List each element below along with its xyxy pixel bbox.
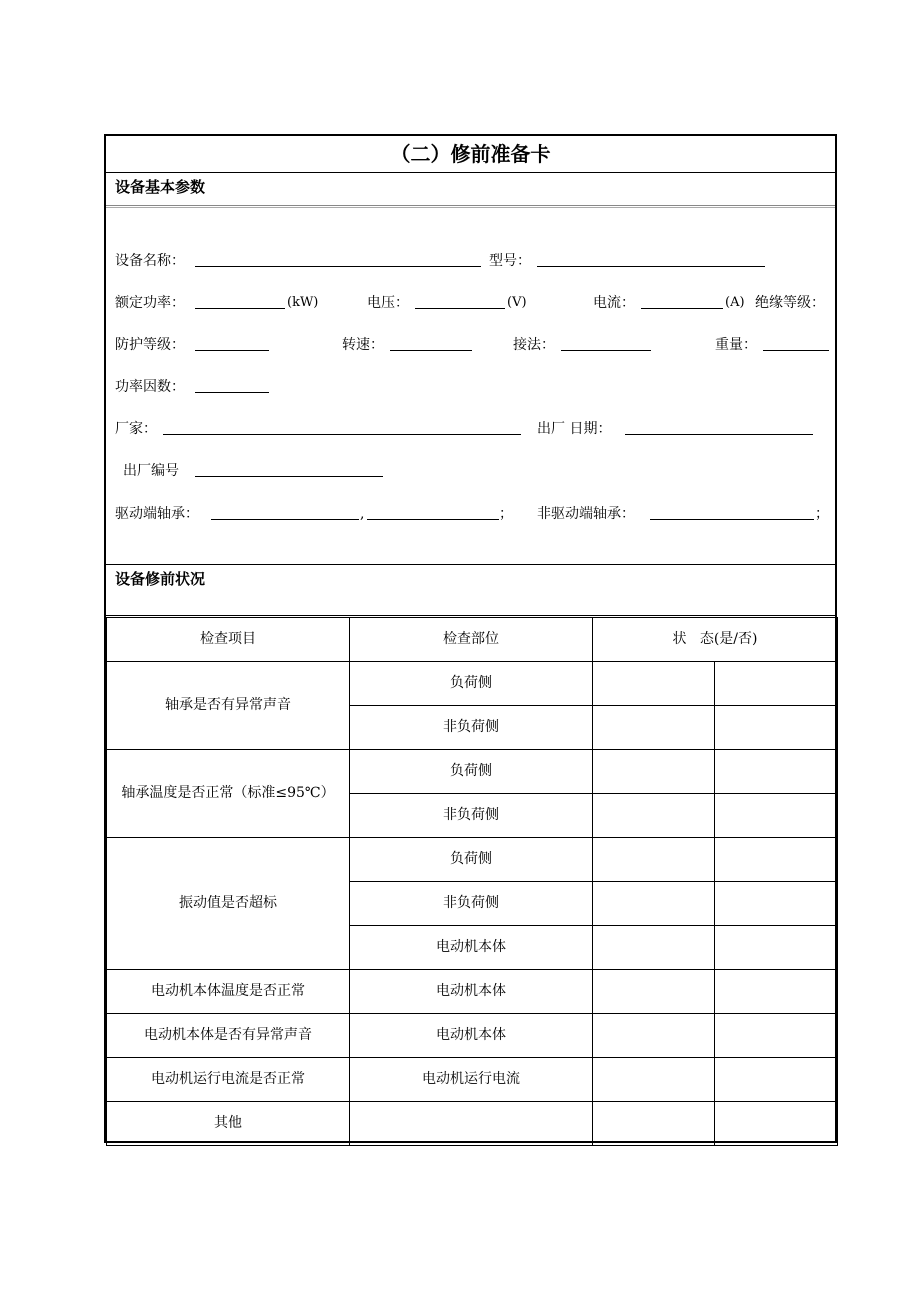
item-cell: 电动机运行电流是否正常 [107,1058,350,1102]
speed-input[interactable] [390,350,472,351]
power-factor-input[interactable] [195,392,269,393]
table-row [107,750,838,794]
table-row [107,1102,838,1146]
field-row-bearings [115,503,830,525]
status-yes-cell[interactable] [593,794,715,838]
voltage-label: 电压： [367,295,409,311]
drive-bearing-label: 驱动端轴承： [115,506,199,522]
status-yes-cell[interactable] [593,1102,715,1146]
status-no-cell[interactable] [715,926,838,970]
rated-power-label: 额定功率： [115,295,185,311]
table-header-row [107,618,838,662]
check-table [106,617,838,1146]
field-row-name [115,250,815,272]
status-yes-cell[interactable] [593,1058,715,1102]
status-no-cell[interactable] [715,794,838,838]
field-row-manufacturer [115,418,830,440]
device-name-input[interactable] [195,266,481,267]
model-input[interactable] [537,266,765,267]
status-yes-cell[interactable] [593,750,715,794]
connection-label: 接法： [513,337,555,353]
status-yes-cell[interactable] [593,926,715,970]
drive-bearing-input-2[interactable] [367,519,499,520]
serial-no-input[interactable] [195,476,383,477]
field-row-serial [115,460,515,482]
item-cell: 振动值是否超标 [107,838,350,970]
part-cell: 负荷侧 [350,750,593,794]
status-yes-cell[interactable] [593,838,715,882]
voltage-input[interactable] [415,308,505,309]
device-name-label: 设备名称： [115,253,185,269]
part-cell: 负荷侧 [350,838,593,882]
status-no-cell[interactable] [715,1014,838,1058]
part-cell: 电动机本体 [350,926,593,970]
item-cell: 轴承温度是否正常（标准≤95℃） [107,750,350,838]
field-row-protection [115,334,830,356]
manufacturer-label: 厂家： [115,421,157,437]
part-cell: 电动机本体 [350,970,593,1014]
table-row [107,1058,838,1102]
item-cell: 电动机本体温度是否正常 [107,970,350,1014]
comma: , [360,506,365,522]
protection-label: 防护等级： [115,337,185,353]
weight-label: 重量： [715,337,757,353]
status-no-cell[interactable] [715,882,838,926]
status-yes-cell[interactable] [593,706,715,750]
speed-label: 转速： [342,337,384,353]
serial-no-label: 出厂编号 [123,463,179,479]
nondrive-bearing-input[interactable] [650,519,814,520]
connection-input[interactable] [561,350,651,351]
item-cell: 轴承是否有异常声音 [107,662,350,750]
v-unit: (V) [507,295,527,310]
protection-input[interactable] [195,350,269,351]
status-no-cell[interactable] [715,1058,838,1102]
item-cell: 其他 [107,1102,350,1146]
current-label: 电流： [593,295,635,311]
power-factor-label: 功率因数： [115,379,185,395]
part-cell: 非负荷侧 [350,706,593,750]
card-title: （二）修前准备卡 [106,136,835,173]
semicolon: ； [815,506,829,522]
status-no-cell[interactable] [715,750,838,794]
status-no-cell[interactable] [715,706,838,750]
section-basic-params-label: 设备基本参数 [115,178,206,196]
weight-input[interactable] [763,350,829,351]
part-cell: 负荷侧 [350,662,593,706]
status-no-cell[interactable] [715,970,838,1014]
table-row [107,662,838,706]
semicolon: ； [499,506,513,522]
insulation-label: 绝缘等级： [755,295,825,311]
status-yes-cell[interactable] [593,662,715,706]
part-cell: 非负荷侧 [350,882,593,926]
section-pre-repair-status [106,564,835,616]
item-cell: 电动机本体是否有异常声音 [107,1014,350,1058]
section-basic-params [106,173,835,206]
header-item: 检查项目 [107,618,350,662]
table-row [107,838,838,882]
field-row-power-factor [115,376,515,398]
rated-power-input[interactable] [195,308,285,309]
part-cell: 非负荷侧 [350,794,593,838]
table-row [107,1014,838,1058]
nondrive-bearing-label: 非驱动端轴承： [537,506,635,522]
header-status: 状 态(是/否) [593,618,838,662]
divider [106,207,835,208]
status-yes-cell[interactable] [593,1014,715,1058]
kw-unit: (kW) [287,295,319,310]
part-cell: 电动机运行电流 [350,1058,593,1102]
factory-date-label: 出厂 日期： [537,421,612,437]
drive-bearing-input-1[interactable] [211,519,359,520]
part-cell[interactable] [350,1102,593,1146]
status-yes-cell[interactable] [593,882,715,926]
status-no-cell[interactable] [715,662,838,706]
prep-card [104,134,837,1143]
table-row [107,970,838,1014]
status-no-cell[interactable] [715,838,838,882]
factory-date-input[interactable] [625,434,813,435]
status-yes-cell[interactable] [593,970,715,1014]
current-input[interactable] [641,308,723,309]
section-status-label: 设备修前状况 [115,570,206,588]
model-label: 型号： [489,253,531,269]
manufacturer-input[interactable] [163,434,521,435]
header-part: 检查部位 [350,618,593,662]
status-no-cell[interactable] [715,1102,838,1146]
a-unit: (A) [725,295,745,310]
part-cell: 电动机本体 [350,1014,593,1058]
field-row-power [115,292,830,314]
